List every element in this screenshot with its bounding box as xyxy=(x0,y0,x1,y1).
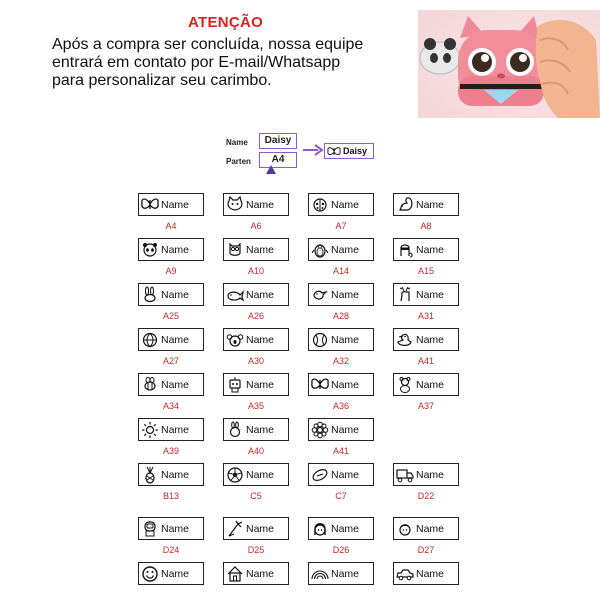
stamp-name-text: Name xyxy=(246,468,275,481)
example-name-value: Daisy xyxy=(259,133,297,149)
stamp-preview xyxy=(138,373,204,396)
duck-icon xyxy=(396,331,414,349)
stamp-code: A27 xyxy=(162,356,179,366)
stamp-name-text: Name xyxy=(331,243,360,256)
stamp-name-text: Name xyxy=(246,423,275,436)
stamp-name-text: Name xyxy=(246,567,275,580)
stamp-code: A8 xyxy=(420,221,432,231)
stamp-option xyxy=(392,238,477,280)
stamp-name-text: Name xyxy=(161,378,190,391)
stamp-name-text: Name xyxy=(331,567,360,580)
football-icon xyxy=(311,466,329,484)
stamp-preview xyxy=(393,328,459,351)
stamp-preview xyxy=(223,373,289,396)
butterfly-icon xyxy=(141,196,159,214)
stamp-option xyxy=(137,328,222,370)
stamp-code: A28 xyxy=(332,311,349,321)
stamp-option xyxy=(137,238,222,280)
smiley-icon xyxy=(141,565,159,583)
stamp-name-text: Name xyxy=(161,522,190,535)
stamp-option xyxy=(307,463,392,514)
bee-icon xyxy=(141,376,159,394)
stamp-option xyxy=(222,328,307,370)
stamp-code: D27 xyxy=(417,545,435,555)
stamp-option xyxy=(222,418,307,460)
stamp-code: A4 xyxy=(165,221,177,231)
stamp-option xyxy=(307,238,392,280)
stamp-option xyxy=(222,373,307,415)
stamp-name-text: Name xyxy=(416,522,445,535)
stamp-name-text: Name xyxy=(416,567,445,580)
notice-line: para personalizar seu carimbo. xyxy=(52,72,272,89)
stamp-name-text: Name xyxy=(161,567,190,580)
stamp-code: A40 xyxy=(247,446,264,456)
stamp-option xyxy=(392,328,477,370)
stamp-option xyxy=(307,328,392,370)
soccer-ball-icon xyxy=(226,466,244,484)
ladybug-icon xyxy=(311,196,329,214)
stamp-code: A14 xyxy=(332,266,349,276)
stamp-name-text: Name xyxy=(246,333,275,346)
bunny-icon xyxy=(226,421,244,439)
example-result-text: Daisy xyxy=(343,146,368,156)
stamp-code: A37 xyxy=(417,401,434,411)
penguin-icon xyxy=(311,241,329,259)
stamp-name-text: Name xyxy=(246,243,275,256)
basketball-icon xyxy=(141,331,159,349)
stamp-preview xyxy=(308,373,374,396)
stamp-option xyxy=(307,373,392,415)
stamp-preview xyxy=(138,463,204,486)
stamp-code: D24 xyxy=(162,545,180,555)
stamp-preview xyxy=(308,193,374,216)
stamp-name-text: Name xyxy=(331,288,360,301)
cat-icon xyxy=(226,196,244,214)
stamp-preview xyxy=(138,517,204,540)
stamp-name-text: Name xyxy=(331,333,360,346)
stamp-code: A25 xyxy=(162,311,179,321)
panda-icon xyxy=(141,241,159,259)
stamp-preview xyxy=(393,373,459,396)
stamp-name-text: Name xyxy=(161,468,190,481)
stamp-option xyxy=(307,418,392,460)
stamp-name-text: Name xyxy=(416,333,445,346)
stamp-code: A30 xyxy=(247,356,264,366)
astronaut-icon xyxy=(141,520,159,538)
flower-icon xyxy=(311,421,329,439)
stamp-name-text: Name xyxy=(161,243,190,256)
stamp-option xyxy=(392,517,477,559)
house-icon xyxy=(226,565,244,583)
stamp-option xyxy=(222,283,307,325)
stamp-name-text: Name xyxy=(331,423,360,436)
stamp-name-text: Name xyxy=(246,198,275,211)
stamp-code: A15 xyxy=(417,266,434,276)
stamp-preview xyxy=(308,517,374,540)
stamp-option xyxy=(392,193,477,235)
stamp-option xyxy=(137,517,222,559)
stamp-catalog xyxy=(137,193,477,604)
teddy-bear-icon xyxy=(396,376,414,394)
notice-text xyxy=(52,36,412,90)
stamp-code: A32 xyxy=(332,356,349,366)
stamp-code: A39 xyxy=(162,446,179,456)
stamp-preview xyxy=(138,328,204,351)
notice-line: entrará em contato por E-mail/Whatsapp xyxy=(52,54,341,71)
stamp-option xyxy=(392,562,477,604)
stamp-code: A26 xyxy=(247,311,264,321)
stamp-preview xyxy=(223,193,289,216)
raccoon-icon xyxy=(396,241,414,259)
girl-face-icon xyxy=(311,520,329,538)
stamp-name-text: Name xyxy=(331,378,360,391)
stamp-code: D22 xyxy=(417,491,435,501)
stamp-preview xyxy=(223,517,289,540)
stamp-preview xyxy=(223,418,289,441)
stamp-option xyxy=(222,562,307,604)
stamp-preview xyxy=(308,463,374,486)
stamp-name-text: Name xyxy=(161,198,190,211)
butterfly-icon xyxy=(311,376,329,394)
stamp-preview xyxy=(138,418,204,441)
stamp-option xyxy=(137,562,222,604)
stamp-code: A7 xyxy=(335,221,347,231)
stamp-option xyxy=(137,373,222,415)
deer-icon xyxy=(396,286,414,304)
stamp-option xyxy=(392,418,477,460)
stamp-preview xyxy=(223,238,289,261)
stamp-name-text: Name xyxy=(416,378,445,391)
stamp-preview xyxy=(393,517,459,540)
fireworks-icon xyxy=(226,520,244,538)
stamp-code: A41 xyxy=(417,356,434,366)
stamp-preview xyxy=(223,463,289,486)
stamp-preview xyxy=(308,418,374,441)
pineapple-icon xyxy=(141,466,159,484)
stamp-code: B13 xyxy=(162,491,179,501)
stamp-preview xyxy=(138,562,204,585)
stamp-name-text: Name xyxy=(331,198,360,211)
whale-icon xyxy=(226,286,244,304)
stamp-option xyxy=(307,193,392,235)
stamp-option xyxy=(307,517,392,559)
stamp-name-text: Name xyxy=(416,198,445,211)
stamp-option xyxy=(392,283,477,325)
stamp-code: A36 xyxy=(332,401,349,411)
stamp-preview xyxy=(223,562,289,585)
truck-icon xyxy=(396,466,414,484)
stamp-code: A41 xyxy=(332,446,349,456)
notice-line: Após a compra ser concluída, nossa equipe xyxy=(52,36,364,53)
pointer-triangle-icon xyxy=(266,165,276,175)
stamp-option xyxy=(392,373,477,415)
rabbit-icon xyxy=(141,286,159,304)
stamp-code: A34 xyxy=(162,401,179,411)
squirrel-icon xyxy=(396,196,414,214)
stamp-code: A6 xyxy=(250,221,262,231)
koala-icon xyxy=(226,331,244,349)
stamp-preview xyxy=(308,283,374,306)
example-pattern-value: A4 xyxy=(259,152,297,168)
stamp-name-text: Name xyxy=(416,288,445,301)
owl-icon xyxy=(226,241,244,259)
stamp-option xyxy=(137,463,222,514)
stamp-name-text: Name xyxy=(416,243,445,256)
bird-icon xyxy=(311,286,329,304)
stamp-preview xyxy=(393,193,459,216)
stamp-preview xyxy=(393,283,459,306)
stamp-code: A31 xyxy=(417,311,434,321)
stamp-code: A9 xyxy=(165,266,177,276)
stamp-preview xyxy=(393,463,459,486)
sun-icon xyxy=(141,421,159,439)
stamp-name-text: Name xyxy=(246,522,275,535)
boy-face-icon xyxy=(396,520,414,538)
stamp-preview xyxy=(308,562,374,585)
stamp-name-text: Name xyxy=(331,522,360,535)
stamp-preview xyxy=(138,283,204,306)
stamp-preview xyxy=(138,238,204,261)
butterfly-icon xyxy=(327,146,341,157)
stamp-preview xyxy=(138,193,204,216)
stamp-option xyxy=(307,283,392,325)
notice-title: ATENÇÃO xyxy=(188,14,264,31)
stamp-code: C7 xyxy=(335,491,347,501)
example-result-stamp xyxy=(324,143,374,159)
stamp-name-text: Name xyxy=(161,288,190,301)
stamp-name-text: Name xyxy=(416,468,445,481)
car-icon xyxy=(396,565,414,583)
stamp-option xyxy=(392,463,477,514)
robot-icon xyxy=(226,376,244,394)
stamp-preview xyxy=(308,328,374,351)
stamp-name-text: Name xyxy=(246,378,275,391)
stamp-code: D26 xyxy=(332,545,350,555)
example-name-label: Name xyxy=(226,138,248,147)
stamp-preview xyxy=(223,328,289,351)
product-photo xyxy=(418,10,600,118)
stamp-option xyxy=(222,193,307,235)
stamp-name-text: Name xyxy=(246,288,275,301)
stamp-option xyxy=(307,562,392,604)
stamp-code: C5 xyxy=(250,491,262,501)
rainbow-icon xyxy=(311,565,329,583)
arrow-right-icon xyxy=(302,144,324,156)
stamp-name-text: Name xyxy=(331,468,360,481)
stamp-option xyxy=(222,517,307,559)
stamp-preview xyxy=(393,562,459,585)
stamp-name-text: Name xyxy=(161,333,190,346)
example-pattern-label: Parten xyxy=(226,157,251,166)
stamp-option xyxy=(137,418,222,460)
stamp-name-text: Name xyxy=(161,423,190,436)
stamp-option xyxy=(137,283,222,325)
stamp-option xyxy=(222,238,307,280)
stamp-code: D25 xyxy=(247,545,265,555)
stamp-code: A10 xyxy=(247,266,264,276)
stamp-preview xyxy=(223,283,289,306)
baseball-icon xyxy=(311,331,329,349)
stamp-code: A35 xyxy=(247,401,264,411)
stamp-option xyxy=(137,193,222,235)
stamp-option xyxy=(222,463,307,514)
stamp-preview xyxy=(393,238,459,261)
stamp-preview xyxy=(308,238,374,261)
